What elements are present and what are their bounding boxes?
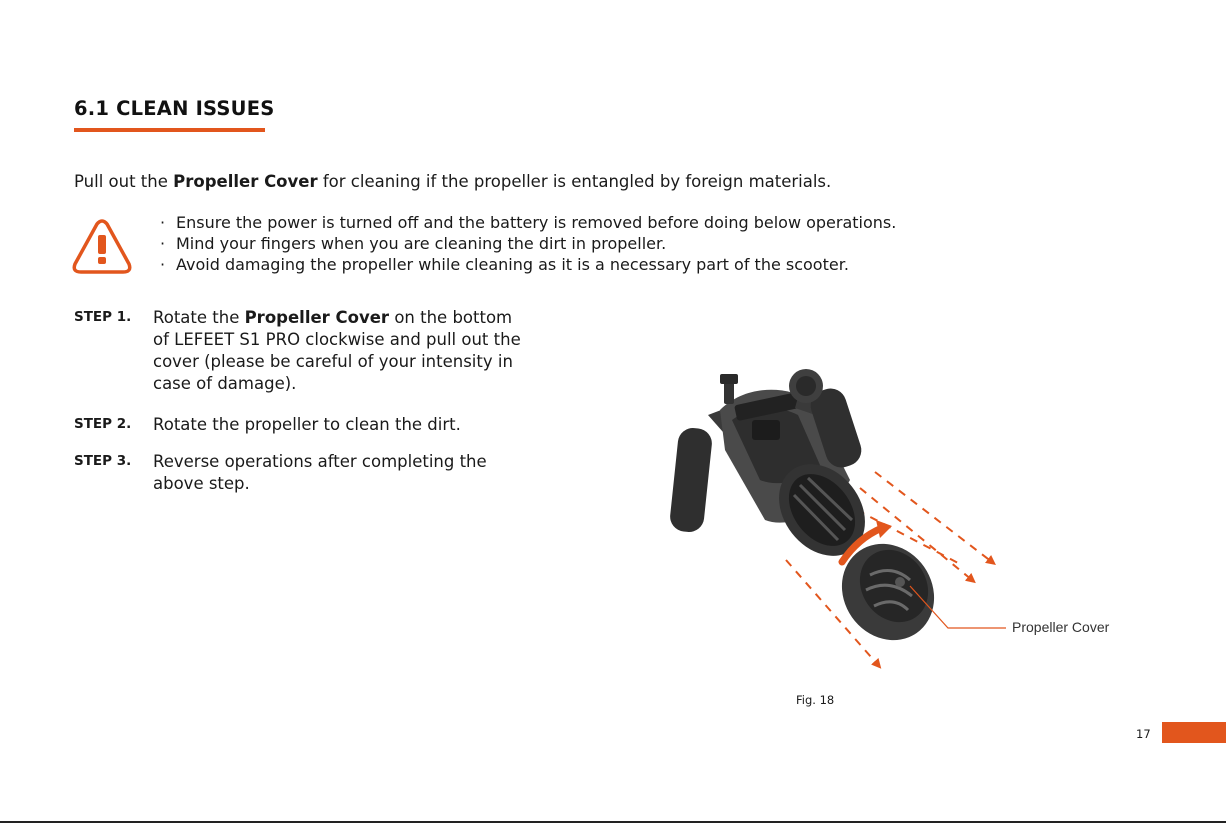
- step-text: [153, 307, 528, 395]
- intro-bold: Propeller Cover: [173, 172, 318, 191]
- warning-item-text: Mind your fingers when you are cleaning the dirt in propeller.: [176, 234, 667, 253]
- warning-item-text: Ensure the power is turned off and the battery is removed before doing below operations.: [176, 213, 897, 232]
- step-text-bold: Propeller Cover: [244, 308, 390, 327]
- warning-triangle-icon: [72, 219, 132, 274]
- step-label: STEP 3.: [74, 453, 132, 469]
- step-label: STEP 2.: [74, 416, 132, 432]
- warning-list: [160, 212, 896, 275]
- section-title: 6.1 CLEAN ISSUES: [74, 97, 275, 120]
- page-number: 17: [1136, 727, 1151, 741]
- callout-label: Propeller Cover: [1012, 619, 1110, 635]
- step-label: STEP 1.: [74, 309, 132, 325]
- warning-item: [160, 212, 896, 233]
- warning-bullet: ·: [160, 234, 166, 253]
- intro-text: [74, 172, 831, 191]
- warning-item-text: Avoid damaging the propeller while cleaning as it is a necessary part of the scooter.: [176, 255, 849, 274]
- step-text-before: Reverse operations after completing the above step.: [153, 452, 487, 493]
- step-text: [153, 414, 533, 436]
- step-text-before: Rotate the propeller to clean the dirt.: [153, 415, 461, 434]
- intro-before: Pull out the: [74, 172, 174, 191]
- figure-caption: Fig. 18: [796, 693, 835, 707]
- warning-bullet: ·: [160, 213, 166, 232]
- page-tab: [1162, 722, 1226, 743]
- step-text-after: on the bottom of LEFEET S1 PRO clockwise and pull out the cover (please be careful of your intensity in case of damage).: [153, 308, 521, 393]
- scooter-illustration: [660, 360, 1130, 680]
- warning-bullet: ·: [160, 255, 166, 274]
- left-handle: [669, 427, 714, 534]
- step-text: [153, 451, 503, 495]
- step-text-before: Rotate the: [153, 308, 245, 327]
- warning-item: [160, 233, 896, 254]
- title-underline: [74, 128, 265, 132]
- warning-item: [160, 254, 896, 275]
- intro-after: for cleaning if the propeller is entangled by foreign materials.: [317, 172, 832, 191]
